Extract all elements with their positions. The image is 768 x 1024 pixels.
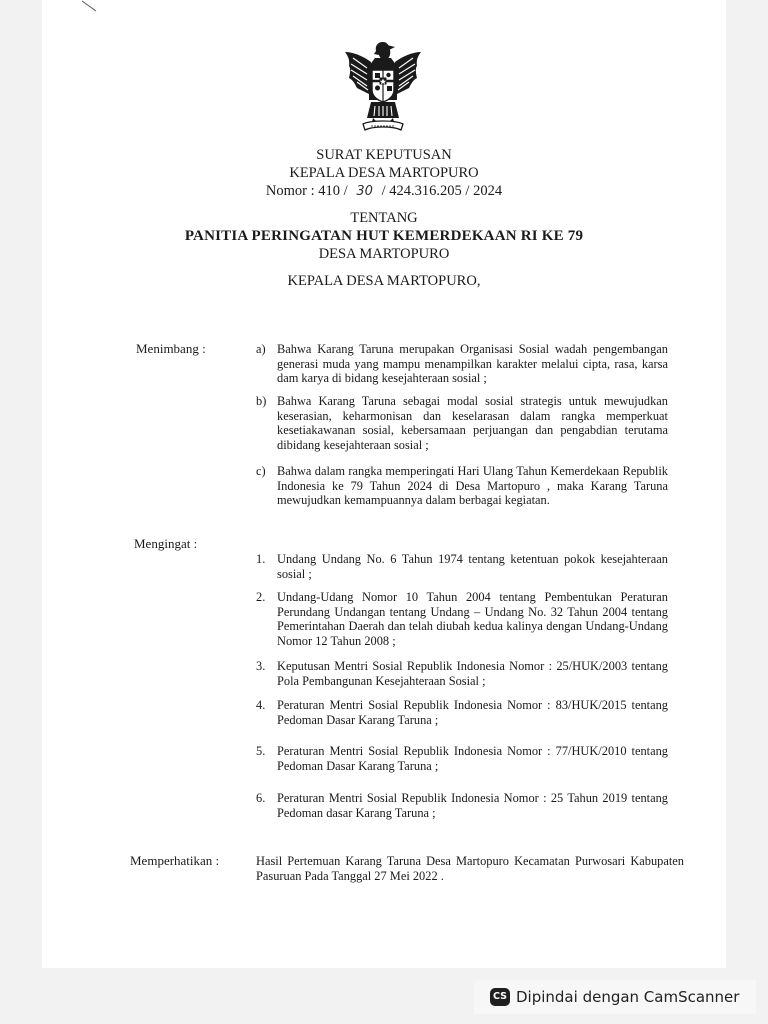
item-text: Bahwa dalam rangka memperingati Hari Ulang Tahun Kemerdekaan Republik Indonesia ke 79 Tahun 2024 di Desa Martopuro , maka Karang Taruna mewujudkan kemampuannya dalam berbagai kegiatan. bbox=[277, 464, 668, 507]
item-marker: 2. bbox=[256, 590, 266, 604]
menimbang-label: Menimbang : bbox=[136, 341, 206, 356]
item-text: Undang-Udang Nomor 10 Tahun 2004 tentang Pembentukan Peraturan Perundang Undangan tentang Undang – Undang No. 32 Tahun 2004 tentang Pemerintahan Daerah dan telah diubah kedua kalinya dengan Undang-Undang Nomor 12 Tahun 2008 ; bbox=[277, 590, 668, 648]
header-line-1: SURAT KEPUTUSAN bbox=[316, 147, 452, 163]
memperhatikan-text: Hasil Pertemuan Karang Taruna Desa Martopuro Kecamatan Purwosari Kabupaten Pasuruan Pada Tanggal 27 Mei 2022 . bbox=[256, 854, 684, 883]
item-marker: 5. bbox=[256, 744, 266, 758]
nomor-suffix: / 424.316.205 / 2024 bbox=[381, 183, 503, 199]
memperhatikan-label: Memperhatikan : bbox=[130, 853, 220, 868]
item-text: Peraturan Mentri Sosial Republik Indonesia Nomor : 77/HUK/2010 tentang Pedoman Dasar Karang Taruna ; bbox=[277, 744, 668, 773]
menimbang-item-b bbox=[256, 394, 668, 452]
header-line-2: KEPALA DESA MARTOPURO bbox=[289, 165, 479, 181]
item-marker: b) bbox=[256, 394, 267, 408]
item-text: Bahwa Karang Taruna sebagai modal sosial strategis untuk mewujudkan keserasian, keharmonisan dan keselarasan dalam rangka memperkuat kesetiakawanan sosial, kebersamaan perjuangan dan pengabdian terutama dibidang kesejahteraan sosial ; bbox=[277, 394, 668, 452]
mengingat-item-5 bbox=[256, 744, 668, 773]
item-marker: 1. bbox=[256, 552, 266, 566]
item-text: Peraturan Mentri Sosial Republik Indonesia Nomor : 83/HUK/2015 tentang Pedoman Dasar Karang Taruna ; bbox=[277, 698, 668, 727]
nomor-line bbox=[0, 183, 768, 200]
mengingat-item-6 bbox=[256, 791, 668, 820]
item-text: Peraturan Mentri Sosial Republik Indonesia Nomor : 25 Tahun 2019 tentang Pedoman dasar Karang Taruna ; bbox=[277, 791, 668, 820]
item-text: Keputusan Mentri Sosial Republik Indonesia Nomor : 25/HUK/2003 tentang Pola Pembangunan Kesejahteraan Sosial ; bbox=[277, 659, 668, 688]
item-marker: 3. bbox=[256, 659, 266, 673]
item-marker: 6. bbox=[256, 791, 266, 805]
camscanner-logo-icon: CS bbox=[490, 988, 510, 1006]
camscanner-watermark bbox=[474, 980, 756, 1014]
mengingat-item-3 bbox=[256, 659, 668, 688]
nomor-handwritten: 30 bbox=[356, 184, 373, 199]
nomor-prefix: Nomor : 410 / bbox=[265, 183, 348, 199]
item-marker: 4. bbox=[256, 698, 266, 712]
mengingat-item-4 bbox=[256, 698, 668, 727]
kepala-line: KEPALA DESA MARTOPURO, bbox=[287, 273, 481, 289]
garuda-emblem-icon bbox=[341, 38, 425, 134]
item-text: Bahwa Karang Taruna merupakan Organisasi Sosial wadah pengembangan generasi muda yang mampu menampilkan karakter melalui cipta, rasa, karsa dam karya di bidang kesejahteraan sosial ; bbox=[277, 342, 668, 385]
menimbang-item-a bbox=[256, 342, 668, 386]
mengingat-item-1 bbox=[256, 552, 668, 581]
item-marker: a) bbox=[256, 342, 266, 356]
menimbang-item-c bbox=[256, 464, 668, 508]
mengingat-label: Mengingat : bbox=[134, 536, 198, 551]
item-text: Undang Undang No. 6 Tahun 1974 tentang ketentuan pokok kesejahteraan sosial ; bbox=[277, 552, 668, 581]
subject-title: PANITIA PERINGATAN HUT KEMERDEKAAN RI KE 79 bbox=[184, 228, 584, 244]
desa-line: DESA MARTOPURO bbox=[318, 246, 450, 262]
mengingat-item-2 bbox=[256, 590, 668, 648]
camscanner-text: Dipindai dengan CamScanner bbox=[516, 988, 740, 1006]
tentang-heading: TENTANG bbox=[350, 210, 418, 226]
scan-artifact-mark bbox=[80, 0, 100, 14]
item-marker: c) bbox=[256, 464, 266, 478]
